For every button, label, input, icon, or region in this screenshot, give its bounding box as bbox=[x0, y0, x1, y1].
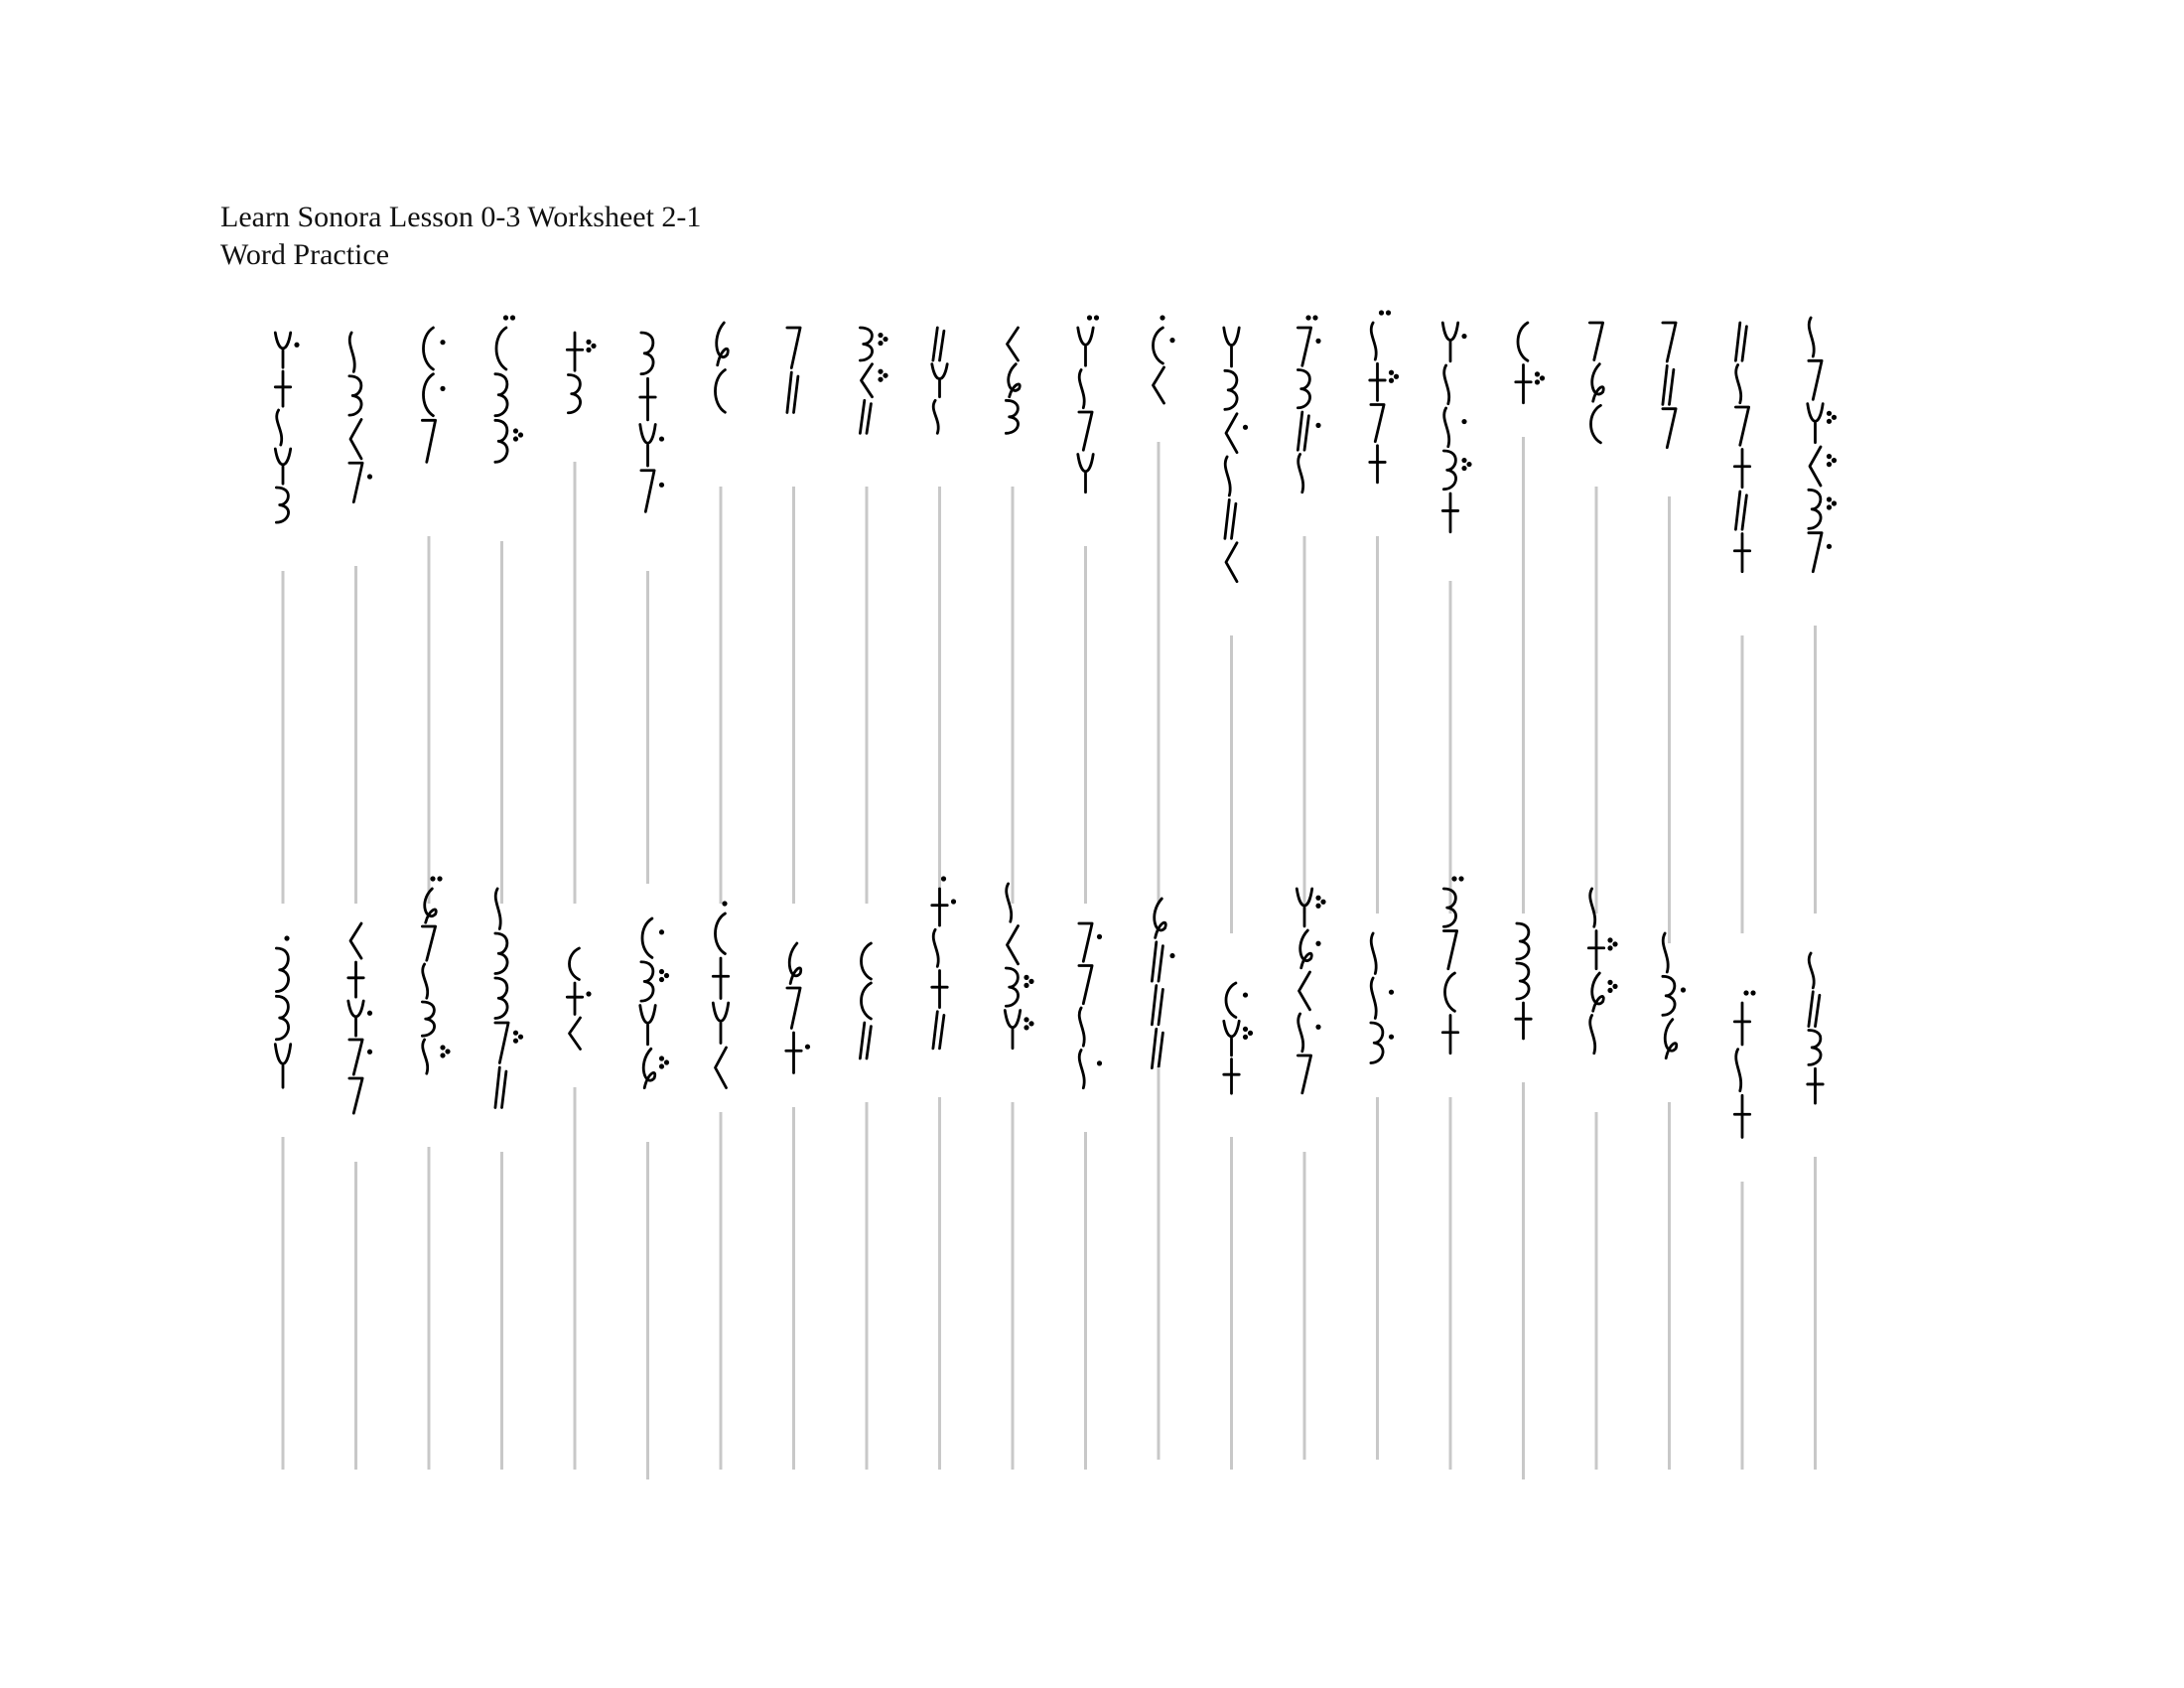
word-glyph-w1 bbox=[275, 333, 299, 522]
word-glyph-w8 bbox=[787, 328, 800, 413]
word-glyph-w9 bbox=[860, 328, 887, 433]
word-glyph-w14 bbox=[1224, 983, 1253, 1093]
word-glyph-w2 bbox=[349, 333, 372, 502]
word-glyph-w6 bbox=[640, 918, 669, 1088]
word-glyph-w12 bbox=[1079, 923, 1102, 1088]
word-glyph-w18 bbox=[1516, 923, 1531, 1039]
word-glyph-w13 bbox=[1152, 899, 1174, 1068]
word-glyph-w7 bbox=[716, 323, 729, 412]
word-glyph-w16 bbox=[1370, 310, 1399, 482]
word-glyph-w14 bbox=[1224, 328, 1248, 582]
word-glyph-w10 bbox=[932, 328, 947, 433]
word-glyph-w5 bbox=[567, 333, 596, 413]
word-glyph-w1 bbox=[275, 935, 290, 1087]
word-glyph-w21 bbox=[1734, 990, 1755, 1137]
word-glyph-w17 bbox=[1442, 876, 1463, 1053]
word-glyph-w19 bbox=[1589, 323, 1603, 443]
word-glyph-w15 bbox=[1297, 315, 1320, 492]
word-glyph-w9 bbox=[860, 943, 871, 1058]
word-glyph-w18 bbox=[1516, 323, 1545, 403]
worksheet-subtitle: Word Practice bbox=[220, 238, 390, 271]
word-glyph-w11 bbox=[1005, 884, 1033, 1049]
word-glyph-w4 bbox=[495, 889, 523, 1108]
word-glyph-w19 bbox=[1588, 889, 1617, 1054]
word-glyph-w22 bbox=[1808, 318, 1837, 572]
word-glyph-w20 bbox=[1663, 323, 1676, 448]
word-glyph-w21 bbox=[1734, 323, 1749, 572]
word-glyph-w7 bbox=[713, 901, 728, 1087]
word-glyph-w3 bbox=[422, 876, 450, 1073]
word-glyph-w13 bbox=[1154, 315, 1175, 403]
word-glyph-w4 bbox=[495, 315, 523, 462]
word-glyph-w16 bbox=[1371, 933, 1394, 1063]
word-glyph-w12 bbox=[1078, 315, 1099, 492]
word-glyph-w15 bbox=[1297, 889, 1325, 1093]
word-glyph-w2 bbox=[348, 923, 372, 1113]
worksheet-title: Learn Sonora Lesson 0-3 Worksheet 2-1 bbox=[220, 201, 702, 233]
word-glyph-w5 bbox=[567, 948, 591, 1050]
word-glyph-w22 bbox=[1808, 953, 1823, 1103]
word-glyph-w17 bbox=[1442, 323, 1471, 532]
word-glyph-w3 bbox=[422, 328, 445, 462]
word-glyph-w20 bbox=[1663, 933, 1686, 1058]
word-glyph-w11 bbox=[1006, 328, 1020, 433]
word-glyph-w6 bbox=[640, 333, 664, 511]
word-glyph-w10 bbox=[932, 876, 956, 1048]
word-glyph-w8 bbox=[786, 943, 810, 1073]
